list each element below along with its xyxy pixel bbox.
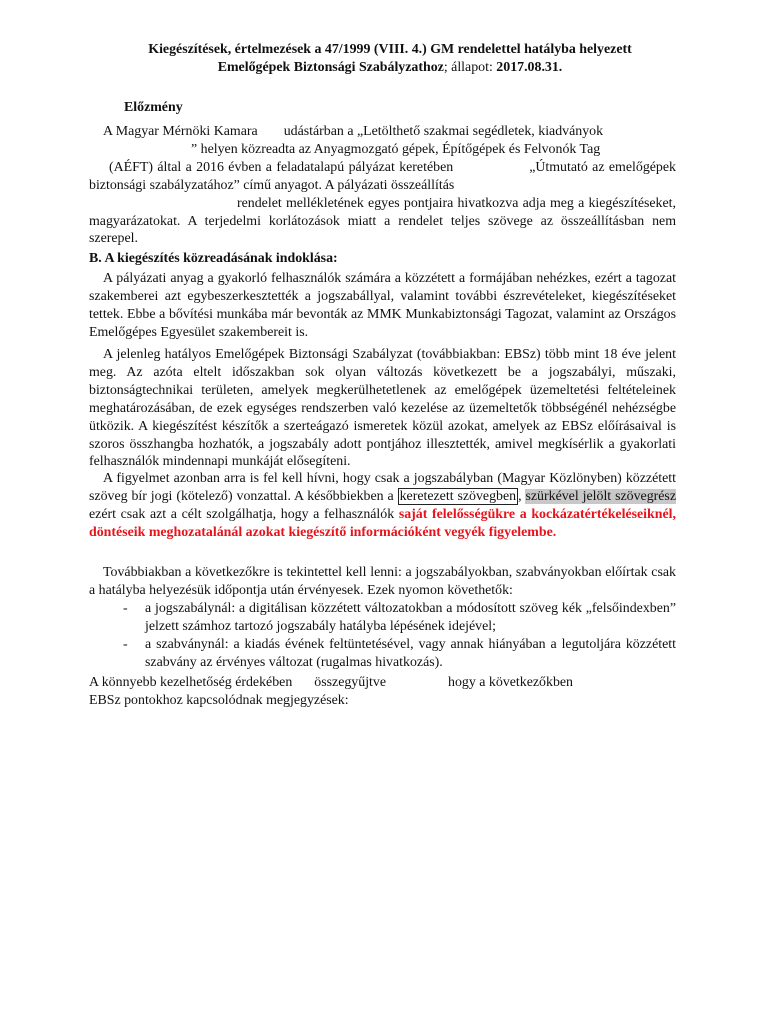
paragraph-b-4: Továbbiakban a következőkre is tekintettel kell lenni: a jogszabályokban, szabványokban előírtak csak a hatályba helyezésük időpontja után érvényesek. Ezek nyomon követhetők:	[89, 565, 676, 598]
final-text-2: összegyűjtve	[314, 675, 387, 690]
list-item	[89, 636, 676, 672]
list-item	[89, 600, 676, 636]
tracking-list	[89, 600, 676, 672]
title-status-label: ; állapot:	[443, 60, 497, 75]
title-line-2	[80, 59, 700, 77]
framed-text-example: keretezett szövegben	[399, 488, 517, 504]
final-text-3: hogy a következőkben	[448, 675, 574, 690]
paragraph-b-1: A pályázati anyag a gyakorló felhasználók számára a közzétett a formájában nehézkes, ezért a tagozat szakemberei azt egybeszerkesztették a jogszabállyal, valamint további észrevételeket, kiegészítéseket tettek. Ebbe a bővítési munkába már bevonták az MMK Munkabiztonsági Tagozat, valamint az Országos Emelőgépes Egyesület szakembereit is.	[89, 271, 676, 340]
comma-separator: ,	[518, 488, 526, 504]
elozmeny-text-2: udástárban a „Letölthető szakmai segédletek, kiadványok	[283, 124, 604, 139]
title-status-date: 2017.08.31.	[496, 60, 563, 75]
elozmeny-text-1: A Magyar Mérnöki Kamara	[103, 124, 258, 139]
list-dash: -	[123, 636, 128, 652]
shaded-text-example: szürkével jelölt szövegrész	[525, 488, 676, 504]
final-text-1: A könnyebb kezelhetőség érdekében	[89, 675, 293, 690]
final-text-4: EBSz pontokhoz kapcsolódnak megjegyzések:	[89, 692, 349, 708]
heading-b-indoklas: B. A kiegészítés közreadásának indoklása:	[89, 251, 338, 266]
title-regulation-name: Emelőgépek Biztonsági Szabályzathoz	[217, 60, 444, 75]
paragraph-elozmeny	[89, 123, 676, 248]
heading-elozmeny: Előzmény	[124, 100, 183, 115]
elozmeny-text-4: (AÉFT) által a 2016 évben a feladatalapú pályázat keretében	[109, 159, 454, 175]
paragraph-final	[89, 674, 676, 710]
elozmeny-text-5: „Útmutató az emelőgépek biztonsági szabályzatához” című anyagot. A pályázati összeállítás	[89, 159, 676, 193]
responsibility-warning: saját felelősségükre a kockázatértékeléseiknél, döntéseik meghozatalánál azokat kiegészítő információként vegyék figyelembe.	[89, 506, 676, 540]
list-dash: -	[123, 601, 128, 616]
paragraph-b-3	[89, 470, 676, 542]
elozmeny-text-6: rendelet mellékletének egyes pontjaira hivatkozva adja meg a kiegészítéseket, magyarázatokat. A terjedelmi korlátozások miatt a rendelet teljes szövege az összeállításban nem szerepel.	[89, 195, 676, 247]
paragraph-b-3-text-b: ezért csak azt a célt szolgálhatja, hogy a felhasználók	[89, 506, 399, 522]
title-line-1: Kiegészítések, értelmezések a 47/1999 (VIII. 4.) GM rendelettel hatályba helyezett	[148, 42, 632, 57]
elozmeny-text-3: ” helyen közreadta az Anyagmozgató gépek, Építőgépek és Felvonók Tag	[191, 141, 601, 157]
list-item-text: a jogszabálynál: a digitálisan közzétett változatokban a módosított szöveg kék „felsőindexben” jelzett számhoz tartozó jogszabály hatályba lépésének idejével;	[145, 601, 676, 634]
paragraph-b-3-text-a: A figyelmet azonban arra is fel kell hívni, hogy csak a jogszabályban (Magyar Közlönyben) közzétett szöveg bír jogi (kötelező) vonzattal. A későbbiekben a	[89, 471, 676, 504]
paragraph-b-2: A jelenleg hatályos Emelőgépek Biztonsági Szabályzat (továbbiakban: EBSz) több mint 18 éve jelent meg. Az azóta eltelt időszakban sok olyan változás következett be a jogszabályi, műszaki, biztonságtechnikai területen, amelyek megkerülhetetlenek az emelőgépek üzemeltetési feltételeinek meghatározásában, de ezek egységes rendszerben való kezelése az üzemeltetők többségénél nehézségbe ütközik. A kiegészítést készítők a szerteágazó ismeretek közül azokat, amelyek az EBSz előírásaival is szoros összhangba hozhatók, a jogszabály adott pontjához illesztették, amivel megkísérlik a gyakorlati felhasználók mindennapi munkáját elősegíteni.	[89, 347, 676, 470]
document-title	[80, 41, 700, 77]
list-item-text: a szabványnál: a kiadás évének feltüntetésével, vagy annak hiányában a legutoljára közzétett szabvány az érvényes változat (rugalmas hivatkozás).	[145, 636, 676, 670]
